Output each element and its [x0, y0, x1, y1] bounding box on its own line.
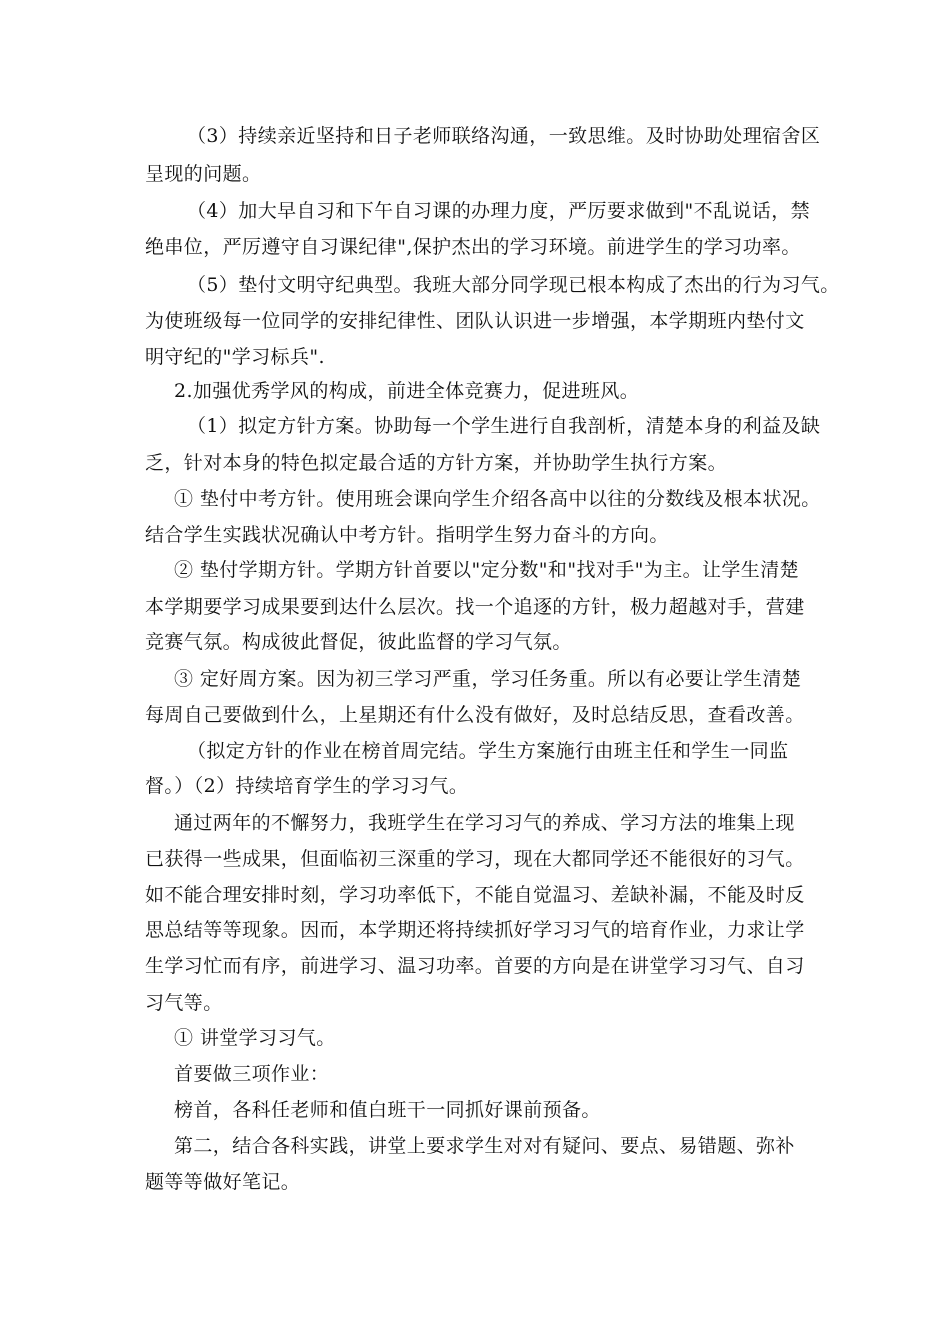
- text-line: 每周自己要做到什么，上星期还有什么没有做好，及时总结反思，查看改善。: [145, 704, 805, 726]
- text-line: 竞赛气氛。构成彼此督促，彼此监督的学习气氛。: [145, 631, 572, 653]
- text-line: 呈现的问题。: [145, 163, 262, 185]
- text-line: 已获得一些成果，但面临初三深重的学习，现在大都同学还不能很好的习气。: [145, 848, 805, 870]
- text-line: 为使班级每一位同学的安排纪律性、团队认识进一步增强，本学期班内垫付文: [145, 310, 805, 332]
- text-line: 绝串位，严厉遵守自习课纪律",保护杰出的学习环境。前进学生的学习功率。: [145, 236, 801, 258]
- text-line: 思总结等等现象。因而，本学期还将持续抓好学习习气的培育作业，力求让学: [145, 919, 805, 941]
- text-line: 结合学生实践状况确认中考方针。指明学生努力奋斗的方向。: [145, 524, 669, 546]
- text-line: （4）加大早自习和下午自习课的办理力度，严厉要求做到"不乱说话，禁: [187, 200, 811, 222]
- text-line: 第二，结合各科实践，讲堂上要求学生对对有疑问、要点、易错题、弥补: [174, 1135, 795, 1157]
- text-line: 明守纪的"学习标兵".: [145, 346, 325, 368]
- text-line: 生学习忙而有序，前进学习、温习功率。首要的方向是在讲堂学习习气、自习: [145, 955, 805, 977]
- text-line: 乏，针对本身的特色拟定最合适的方针方案，并协助学生执行方案。: [145, 452, 728, 474]
- text-line: 习气等。: [145, 992, 223, 1014]
- text-line: （拟定方针的作业在榜首周完结。学生方案施行由班主任和学生一同监: [187, 740, 789, 762]
- text-line: 本学期要学习成果要到达什么层次。找一个追逐的方针，极力超越对手，营建: [145, 596, 805, 618]
- text-line: 通过两年的不懈努力，我班学生在学习习气的养成、学习方法的堆集上现: [174, 812, 795, 834]
- text-line: 题等等做好笔记。: [145, 1171, 301, 1193]
- text-line: 首要做三项作业：: [174, 1063, 330, 1085]
- text-line: （3）持续亲近坚持和日子老师联络沟通，一致思维。及时协助处理宿舍区: [187, 125, 821, 147]
- text-line: ② 垫付学期方针。学期方针首要以"定分数"和"找对手"为主。让学生清楚: [174, 559, 799, 581]
- text-line: 2.加强优秀学风的构成，前进全体竞赛力，促进班风。: [174, 380, 640, 402]
- text-line: 榜首，各科任老师和值白班干一同抓好课前预备。: [174, 1099, 601, 1121]
- text-line: （1）拟定方针方案。协助每一个学生进行自我剖析，清楚本身的利益及缺: [187, 415, 821, 437]
- text-line: 督。）（2）持续培育学生的学习习气。: [145, 775, 469, 797]
- text-line: ① 讲堂学习习气。: [174, 1027, 336, 1049]
- text-line: ③ 定好周方案。因为初三学习严重，学习任务重。所以有必要让学生清楚: [174, 668, 802, 690]
- text-line: 如不能合理安排时刻，学习功率低下，不能自觉温习、差缺补漏，不能及时反: [145, 884, 805, 906]
- text-line: （5）垫付文明守纪典型。我班大部分同学现已根本构成了杰出的行为习气。: [187, 274, 840, 296]
- text-line: ① 垫付中考方针。使用班会课向学生介绍各高中以往的分数线及根本状况。: [174, 488, 821, 510]
